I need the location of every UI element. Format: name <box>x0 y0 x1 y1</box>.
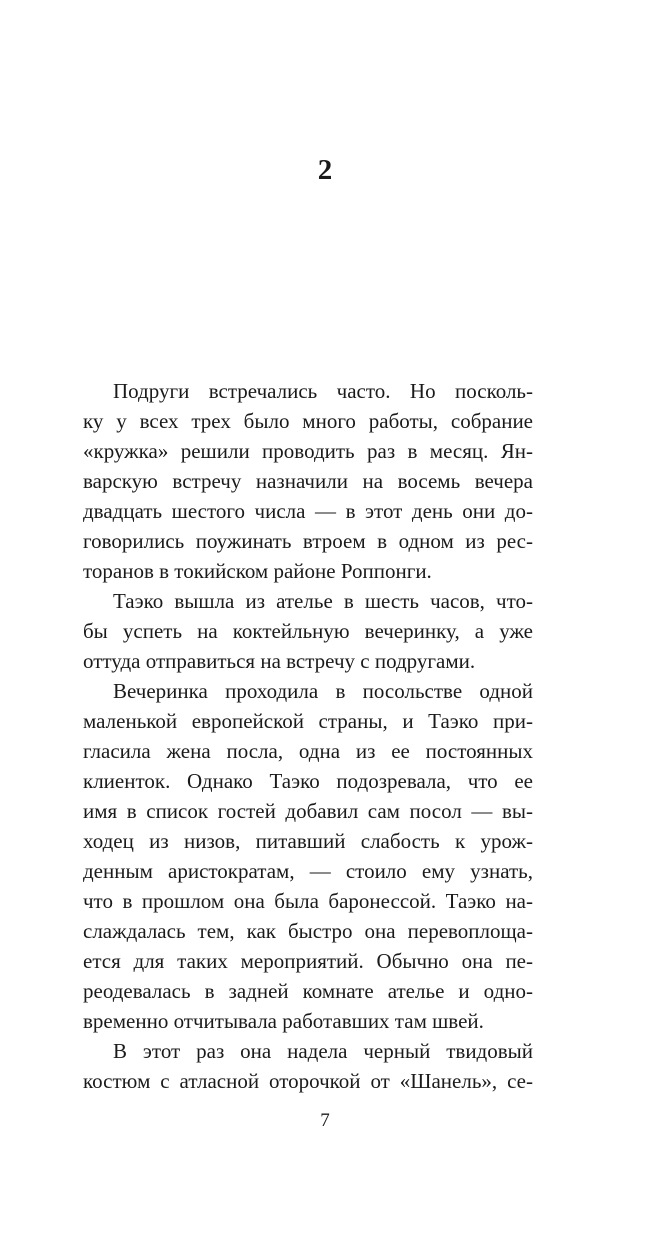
text-line: варскую встречу назначили на восемь вечера <box>83 469 533 493</box>
text-line: В этот раз она надела черный твидовый <box>113 1039 533 1063</box>
page-number: 7 <box>320 1110 330 1131</box>
text-line: ется для таких мероприятий. Обычно она пе- <box>83 949 533 973</box>
text-line: что в прошлом она была баронессой. Таэко на- <box>83 889 533 913</box>
body-text <box>83 376 533 1096</box>
text-line: временно отчитывала работавших там швей. <box>83 1009 484 1033</box>
text-line: Вечеринка проходила в посольстве одной <box>113 679 533 703</box>
text-line: говорились поужинать втроем в одном из рес- <box>83 529 533 553</box>
text-line: бы успеть на коктейльную вечеринку, а уже <box>83 619 533 643</box>
text-line: ку у всех трех было много работы, собрание <box>83 409 533 433</box>
text-line: денным аристократам, — стоило ему узнать, <box>83 859 533 883</box>
text-line: гласила жена посла, одна из ее постоянных <box>83 739 533 763</box>
text-line: Таэко вышла из ателье в шесть часов, что- <box>113 589 533 613</box>
text-line: торанов в токийском районе Роппонги. <box>83 559 432 583</box>
text-line: оттуда отправиться на встречу с подругами. <box>83 649 476 673</box>
text-line: «кружка» решили проводить раз в месяц. Ян- <box>83 439 533 463</box>
text-line: ходец из низов, питавший слабость к урож- <box>83 829 533 853</box>
text-line: маленькой европейской страны, и Таэко при- <box>83 709 533 733</box>
text-line: двадцать шестого числа — в этот день они до- <box>83 499 533 523</box>
text-line: реодевалась в задней комнате ателье и одно- <box>83 979 533 1003</box>
text-line: костюм с атласной оторочкой от «Шанель», се- <box>83 1069 533 1093</box>
text-line: имя в список гостей добавил сам посол — вы- <box>83 799 533 823</box>
text-line: клиенток. Однако Таэко подозревала, что ее <box>83 769 533 793</box>
text-line: слаждалась тем, как быстро она перевоплоща- <box>83 919 533 943</box>
text-line: Подруги встречались часто. Но посколь- <box>113 379 533 403</box>
chapter-number: 2 <box>317 154 333 186</box>
